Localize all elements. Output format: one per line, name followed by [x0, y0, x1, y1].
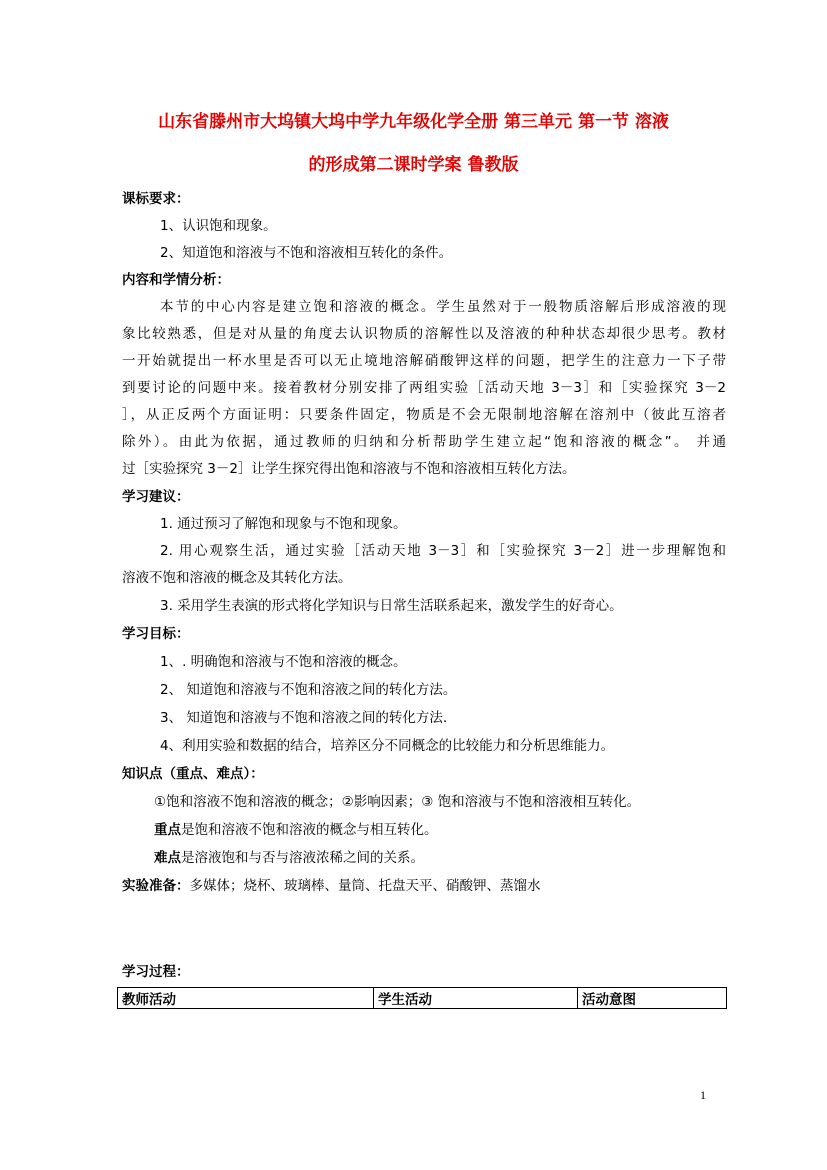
analysis-line-6: 除外）。由此为依据，通过教师的归纳和分析帮助学生建立起“饱和溶液的概念”。 并通 [122, 434, 726, 450]
prep-text: 多媒体；烧杯、玻璃棒、量筒、托盘天平、硝酸钾、蒸馏水 [189, 878, 541, 894]
experiment-prep [122, 876, 541, 896]
curriculum-heading: 课标要求： [122, 191, 190, 207]
goal-1: 1、. 明确饱和溶液与不饱和溶液的概念。 [160, 654, 407, 670]
document-title-line-1: 山东省滕州市大坞镇大坞中学九年级化学全册 第三单元 第一节 溶液 [158, 112, 669, 132]
analysis-line-7: 过［实验探究 3－2］让学生探究得出饱和溶液与不饱和溶液相互转化方法。 [122, 461, 576, 477]
goals-heading: 学习目标： [122, 626, 190, 642]
analysis-heading: 内容和学情分析： [122, 272, 230, 288]
keypoints-heading: 知识点（重点、难点）： [122, 766, 264, 782]
difficulty-text: 是溶液饱和与否与溶液浓稀之间的关系。 [181, 850, 424, 866]
keypoints-summary: ①饱和溶液不饱和溶液的概念；②影响因素；③ 饱和溶液与不饱和溶液相互转化。 [154, 794, 641, 810]
column-activity-purpose: 活动意图 [578, 988, 727, 1009]
column-teacher-activity: 教师活动 [118, 988, 374, 1009]
page-number: 1 [700, 1088, 706, 1102]
suggestion-1: 1. 通过预习了解饱和现象与不饱和现象。 [160, 516, 407, 532]
focus-label: 重点 [154, 822, 181, 838]
analysis-line-2: 象比较熟悉，但是对从量的角度去认识物质的溶解性以及溶液的种种状态却很少思考。教材 [122, 326, 726, 342]
document-title-line-2: 的形成第二课时学案 鲁教版 [308, 155, 519, 175]
suggestion-3: 3. 采用学生表演的形式将化学知识与日常生活联系起来，激发学生的好奇心。 [160, 598, 623, 614]
process-table [117, 987, 727, 1009]
curriculum-item-2: 2、知道饱和溶液与不饱和溶液相互转化的条件。 [160, 245, 453, 261]
column-student-activity: 学生活动 [374, 988, 578, 1009]
analysis-line-5: ］，从正反两个方面证明：只要条件固定，物质是不会无限制地溶解在溶剂中（彼此互溶者 [122, 407, 726, 423]
difficulty-label: 难点 [154, 850, 181, 866]
prep-label: 实验准备： [122, 878, 190, 894]
suggestions-heading: 学习建议： [122, 489, 190, 505]
process-heading: 学习过程： [122, 964, 190, 980]
table-row [118, 988, 727, 1009]
goal-2: 2、 知道饱和溶液与不饱和溶液之间的转化方法。 [160, 682, 457, 698]
suggestion-2-cont: 溶液不饱和溶液的概念及其转化方法。 [122, 570, 352, 586]
keypoints-focus [154, 820, 438, 840]
suggestion-2: 2. 用心观察生活，通过实验［活动天地 3－3］和［实验探究 3－2］进一步理解饱和 [160, 543, 726, 559]
curriculum-item-1: 1、认识饱和现象。 [160, 218, 277, 234]
goal-3: 3、 知道饱和溶液与不饱和溶液之间的转化方法. [160, 710, 448, 726]
analysis-line-3: 一开始就提出一杯水里是否可以无止境地溶解硝酸钾这样的问题，把学生的注意力一下子带 [122, 353, 726, 369]
analysis-line-1: 本节的中心内容是建立饱和溶液的概念。学生虽然对于一般物质溶解后形成溶液的现 [160, 299, 726, 315]
keypoints-difficulty [154, 848, 424, 868]
analysis-line-4: 到要讨论的问题中来。接着教材分别安排了两组实验［活动天地 3－3］和［实验探究 3－2 [122, 380, 726, 396]
focus-text: 是饱和溶液不饱和溶液的概念与相互转化。 [181, 822, 438, 838]
goal-4: 4、利用实验和数据的结合，培养区分不同概念的比较能力和分析思维能力。 [160, 738, 615, 754]
